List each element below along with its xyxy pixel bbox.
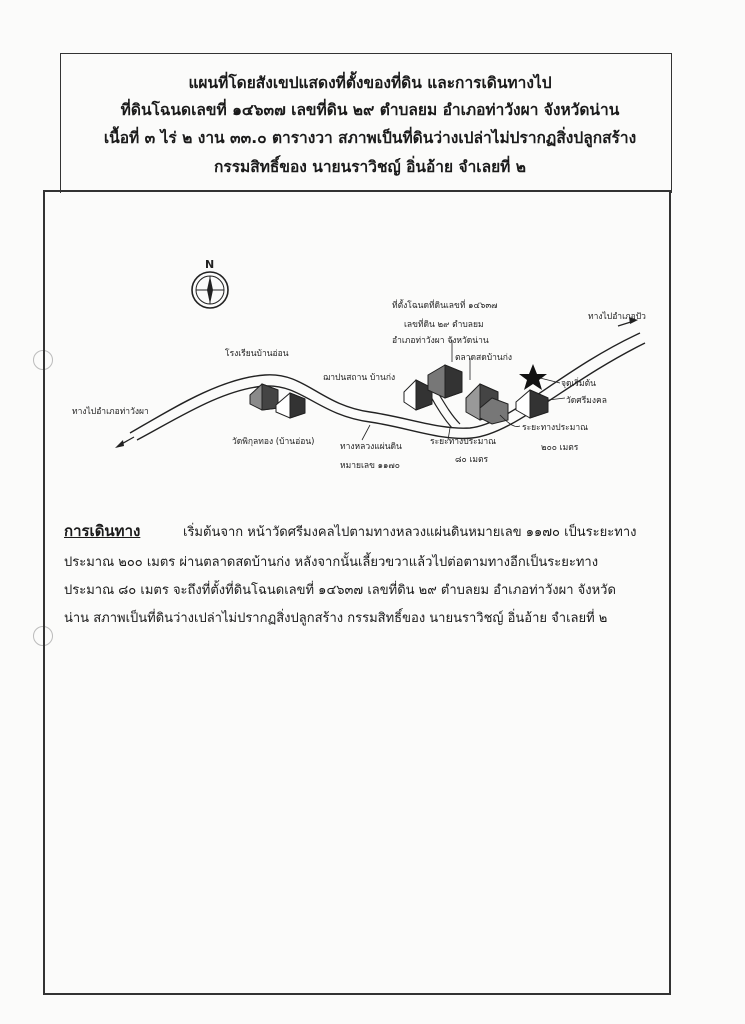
label-to-tha-wang-pha: ทางไปอำเภอท่าวังผา (72, 407, 149, 417)
label-distance-80-1: ระยะทางประมาณ (430, 437, 496, 447)
label-distance-200-1: ระยะทางประมาณ (522, 423, 588, 433)
label-crematorium: ฌาปนสถาน บ้านก่ง (323, 373, 396, 383)
directions-heading: การเดินทาง (64, 522, 141, 540)
title-line-4: กรรมสิทธิ์ของ นายนราวิชญ์ อิ่นอ้าย จำเลยที่ ๒ (214, 158, 526, 176)
label-highway-1: ทางหลวงแผ่นดิน (340, 442, 402, 452)
label-to-pua: ทางไปอำเภอปัว (588, 312, 646, 322)
label-wat-phi: วัดพิกุลทอง (บ้านอ่อน) (232, 437, 315, 447)
directions-line-1: เริ่มต้นจาก หน้าวัดศรีมงคลไปตามทางหลวงแผ่นดินหมายเลข ๑๑๗๐ เป็นระยะทาง (183, 525, 637, 540)
label-school: โรงเรียนบ้านอ่อน (225, 349, 289, 359)
compass-icon (192, 272, 228, 308)
label-land-3: อำเภอท่าวังผา จังหวัดน่าน (392, 336, 489, 346)
market-building-icon (466, 384, 508, 424)
start-star-icon (519, 364, 547, 390)
label-start: จุดเริ่มต้น (561, 379, 596, 389)
directions-line-2: ประมาณ ๒๐๐ เมตร ผ่านตลาดสดบ้านก่ง หลังจากนั้นเลี้ยวขวาแล้วไปต่อตามทางอีกเป็นระยะทาง (64, 555, 599, 570)
wat-building-icon (516, 390, 548, 418)
temple-building-icon (276, 393, 305, 418)
label-wat-si: วัดศรีมงคล (566, 396, 607, 406)
title-line-2: ที่ดินโฉนดเลขที่ ๑๔๖๓๗ เลขที่ดิน ๒๙ ตำบลยม อำเภอท่าวังผา จังหวัดน่าน (120, 101, 620, 119)
title-line-1: แผนที่โดยสังเขปแสดงที่ตั้งของที่ดิน และการเดินทางไป (188, 74, 552, 92)
land-parcel-icon (428, 365, 462, 398)
title-line-3: เนื้อที่ ๓ ไร่ ๒ งาน ๓๓.๐ ตารางวา สภาพเป็นที่ดินว่างเปล่าไม่ปรากฏสิ่งปลูกสร้าง (103, 129, 637, 147)
directions-line-4: น่าน สภาพเป็นที่ดินว่างเปล่าไม่ปรากฏสิ่งปลูกสร้าง กรรมสิทธิ์ของ นายนราวิชญ์ อิ่นอ้าย จำเลยที่ ๒ (64, 611, 608, 626)
label-distance-200-2: ๒๐๐ เมตร (541, 443, 579, 453)
label-north: N (205, 258, 215, 271)
label-market: ตลาดสดบ้านก่ง (455, 353, 513, 363)
label-land-2: เลขที่ดิน ๒๙ ตำบลยม (404, 320, 484, 330)
label-highway-2: หมายเลข ๑๑๗๐ (340, 461, 400, 471)
directions-line-3: ประมาณ ๘๐ เมตร จะถึงที่ตั้งที่ดินโฉนดเลขที่ ๑๔๖๓๗ เลขที่ดิน ๒๙ ตำบลยม อำเภอท่าวังผา จังหวัด (64, 583, 616, 598)
label-distance-80-2: ๘๐ เมตร (455, 455, 489, 465)
label-land-1: ที่ตั้งโฉนดที่ดินเลขที่ ๑๔๖๓๗ (392, 301, 498, 311)
arrow-left-icon (115, 437, 134, 448)
